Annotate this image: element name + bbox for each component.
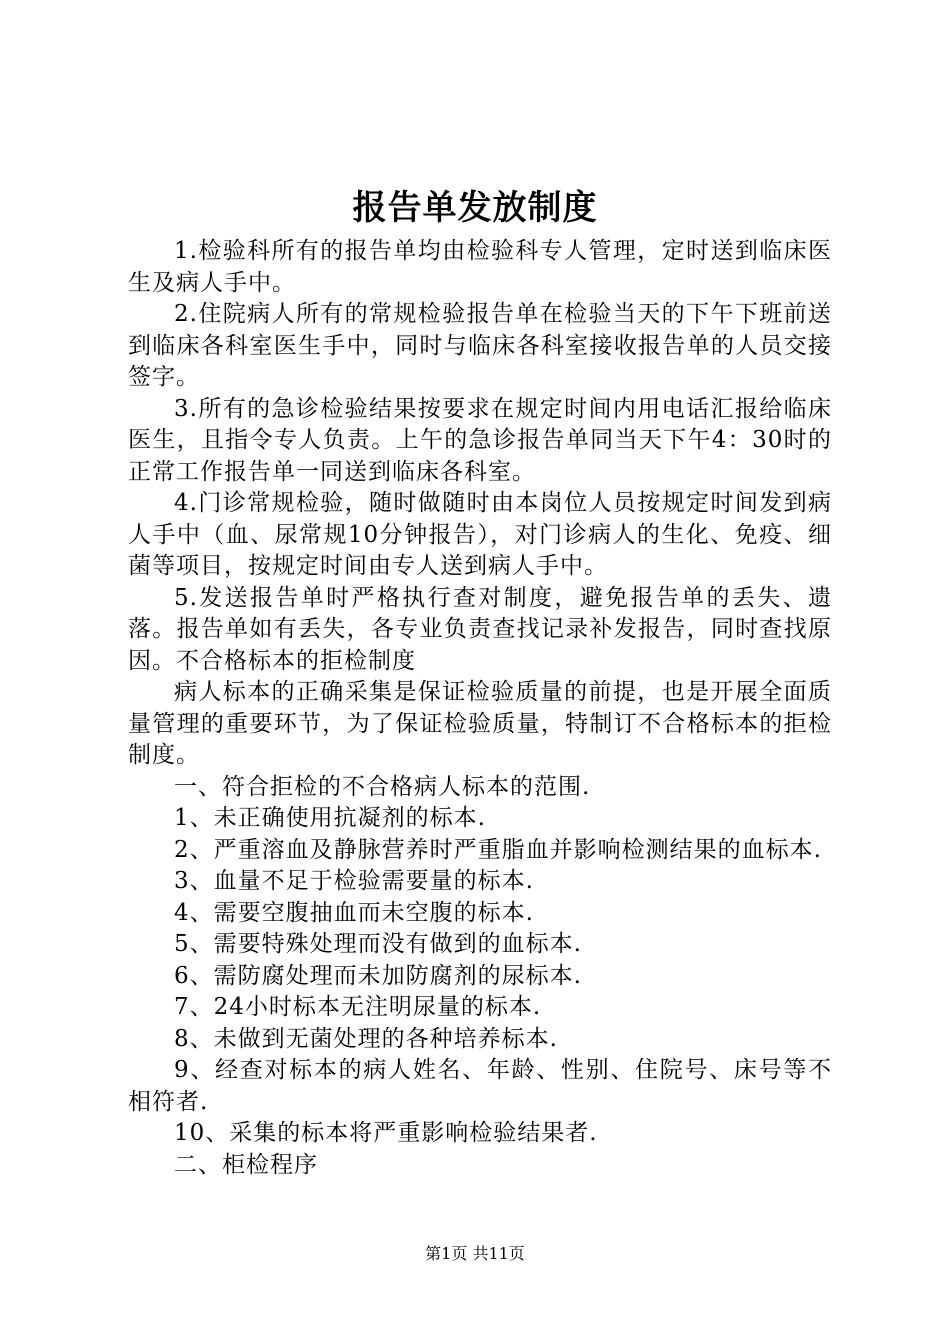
paragraph: 4.门诊常规检验，随时做随时由本岗位人员按规定时间发到病人手中（血、尿常规10分钟报告），对门诊病人的生化、免疫、细菌等项目，按规定时间由专人送到病人手中。 [128,490,832,579]
paragraph: 3.所有的急诊检验结果按要求在规定时间内用电话汇报给临床医生，且指令专人负责。上午的急诊报告单同当天下午4：30时的正常工作报告单一同送到临床各科室。 [128,395,832,485]
list-item: 4、需要空腹抽血而未空腹的标本. [174,899,534,926]
list-item: 10、采集的标本将严重影响检验结果者. [174,1120,598,1146]
list-item: 3、血量不足于检验需要量的标本. [174,868,534,894]
paragraph: 5.发送报告单时严格执行查对制度，避免报告单的丢失、遗落。报告单如有丢失，各专业负责查找记录补发报告，同时查找原因。不合格标本的拒检制度 [128,584,832,674]
list-item: 1、未正确使用抗凝剂的标本. [174,805,486,831]
paragraph: 1.检验科所有的报告单均由检验科专人管理，定时送到临床医生及病人手中。 [128,238,832,296]
document-title: 报告单发放制度 [352,188,598,228]
list-item: 2、严重溶血及静脉营养时严重脂血并影响检测结果的血标本. [174,836,822,863]
section-heading: 一、符合拒检的不合格病人标本的范围. [174,773,591,800]
list-item: 8、未做到无菌处理的各种培养标本. [174,1025,558,1052]
section-heading: 二、柜检程序 [174,1151,318,1178]
document-body [128,236,832,1181]
paragraph: 病人标本的正确采集是保证检验质量的前提，也是开展全面质量管理的重要环节，为了保证检验质量，特制订不合格标本的拒检制度。 [128,679,832,768]
list-item: 9、经查对标本的病人姓名、年龄、性别、住院号、床号等不相符者. [128,1057,832,1115]
list-item: 7、24小时标本无注明尿量的标本. [174,994,542,1020]
paragraph: 2.住院病人所有的常规检验报告单在检验当天的下午下班前送到临床各科室医生手中，同时与临床各科室接收报告单的人员交接签字。 [128,301,832,390]
page-footer: 第1页 共11页 [425,1244,525,1263]
list-item: 5、需要特殊处理而没有做到的血标本. [174,931,582,957]
list-item: 6、需防腐处理而未加防腐剂的尿标本. [174,962,582,989]
